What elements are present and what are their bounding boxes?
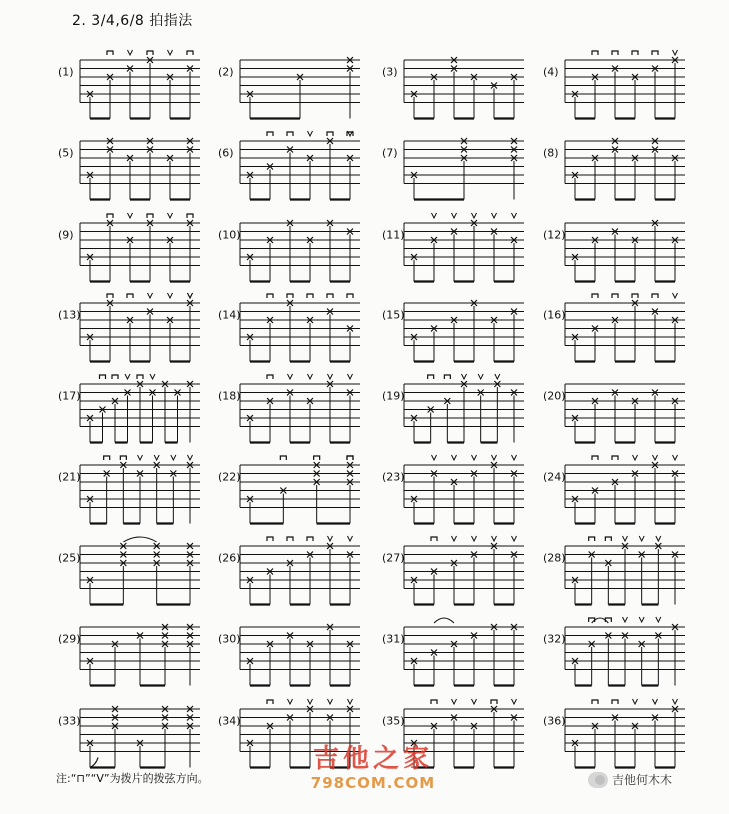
pattern-label: (32)	[543, 632, 566, 646]
pattern-label: (35)	[382, 714, 405, 728]
pattern-label: (27)	[382, 551, 405, 565]
upstroke-mark	[138, 455, 143, 460]
pattern-block	[58, 706, 200, 768]
pattern-block	[218, 57, 360, 119]
pattern-block	[218, 536, 360, 605]
pattern-label: (10)	[218, 228, 241, 242]
pattern-block	[58, 293, 200, 362]
downstroke-mark	[147, 51, 153, 55]
upstroke-mark	[328, 536, 333, 541]
upstroke-mark	[495, 374, 500, 379]
upstroke-mark	[639, 617, 644, 622]
downstroke-mark	[444, 375, 450, 379]
upstroke-mark	[348, 374, 353, 379]
pattern-block	[218, 374, 360, 443]
pattern-label: (21)	[58, 470, 81, 484]
downstroke-mark	[612, 51, 618, 55]
pattern-block	[218, 294, 360, 362]
downstroke-mark	[327, 294, 333, 298]
upstroke-mark	[633, 699, 638, 704]
pattern-label: (15)	[382, 308, 405, 322]
account-name: 吉他何木木	[612, 773, 673, 787]
wechat-icon	[588, 772, 608, 788]
downstroke-mark	[652, 294, 658, 298]
pattern-label: (2)	[218, 65, 234, 79]
upstroke-mark	[639, 536, 644, 541]
upstroke-mark	[673, 455, 678, 460]
downstroke-mark	[287, 537, 293, 541]
pattern-block	[543, 455, 685, 524]
upstroke-mark	[128, 213, 133, 218]
pattern-block	[382, 300, 524, 362]
upstroke-mark	[653, 455, 658, 460]
downstroke-mark	[287, 132, 293, 136]
upstroke-mark	[348, 699, 353, 704]
downstroke-mark	[267, 294, 273, 298]
pattern-label: (29)	[58, 632, 81, 646]
pattern-block	[58, 50, 200, 119]
pattern-label: (19)	[382, 389, 405, 403]
downstroke-mark	[592, 456, 598, 460]
downstroke-mark	[612, 456, 618, 460]
upstroke-mark	[452, 699, 457, 704]
downstroke-mark	[652, 51, 658, 55]
pattern-block	[218, 131, 360, 200]
pattern-block	[58, 537, 200, 605]
downstroke-mark	[612, 700, 618, 704]
pattern-block	[382, 213, 524, 282]
upstroke-mark	[150, 374, 155, 379]
upstroke-mark	[623, 617, 628, 622]
pattern-block	[543, 50, 685, 119]
tie-arc	[434, 618, 454, 623]
upstroke-mark	[452, 213, 457, 218]
pattern-block	[543, 220, 685, 282]
upstroke-mark	[168, 50, 173, 55]
downstroke-mark	[107, 214, 113, 218]
pattern-block	[382, 455, 524, 524]
downstroke-mark	[287, 294, 293, 298]
downstroke-mark	[120, 456, 126, 460]
pattern-block	[218, 456, 360, 524]
downstroke-mark	[307, 537, 313, 541]
pattern-block	[58, 455, 200, 524]
pattern-block	[58, 138, 200, 200]
upstroke-mark	[472, 213, 477, 218]
upstroke-mark	[432, 213, 437, 218]
pattern-label: (28)	[543, 551, 566, 565]
downstroke-mark	[347, 456, 353, 460]
upstroke-mark	[188, 293, 193, 298]
downstroke-mark	[347, 294, 353, 298]
pattern-label: (3)	[382, 65, 398, 79]
pattern-block	[543, 293, 685, 362]
upstroke-mark	[623, 536, 628, 541]
downstroke-mark	[137, 375, 143, 379]
upstroke-mark	[171, 455, 176, 460]
upstroke-mark	[673, 50, 678, 55]
upstroke-mark	[492, 455, 497, 460]
pattern-block	[382, 57, 524, 119]
pattern-label: (18)	[218, 389, 241, 403]
downstroke-mark	[632, 51, 638, 55]
downstroke-mark	[307, 294, 313, 298]
downstroke-mark	[592, 700, 598, 704]
upstroke-mark	[512, 699, 517, 704]
pattern-block	[58, 624, 200, 686]
upstroke-mark	[633, 455, 638, 460]
upstroke-mark	[168, 213, 173, 218]
pattern-label: (1)	[58, 65, 74, 79]
upstroke-mark	[472, 536, 477, 541]
watermark-url: 798COM.COM	[310, 774, 436, 792]
pattern-block	[382, 138, 524, 200]
upstroke-mark	[512, 536, 517, 541]
upstroke-mark	[478, 374, 483, 379]
downstroke-mark	[112, 375, 118, 379]
pattern-block	[543, 699, 685, 768]
upstroke-mark	[308, 374, 313, 379]
upstroke-mark	[512, 455, 517, 460]
downstroke-mark	[431, 537, 437, 541]
upstroke-mark	[154, 455, 159, 460]
downstroke-mark	[592, 51, 598, 55]
pattern-label: (30)	[218, 632, 241, 646]
upstroke-mark	[492, 536, 497, 541]
pattern-label: (34)	[218, 714, 241, 728]
downstroke-mark	[267, 132, 273, 136]
pattern-block	[543, 617, 685, 686]
downstroke-mark	[147, 214, 153, 218]
upstroke-mark	[512, 213, 517, 218]
pattern-label: (14)	[218, 308, 241, 322]
pattern-label: (22)	[218, 470, 241, 484]
downstroke-mark	[100, 375, 106, 379]
upstroke-mark	[656, 617, 661, 622]
pattern-label: (24)	[543, 470, 566, 484]
pattern-label: (33)	[58, 714, 81, 728]
upstroke-mark	[328, 374, 333, 379]
upstroke-mark	[348, 536, 353, 541]
upstroke-mark	[128, 50, 133, 55]
downstroke-mark	[267, 375, 273, 379]
pattern-label: (16)	[543, 308, 566, 322]
pattern-label: (20)	[543, 389, 566, 403]
downstroke-mark	[107, 294, 113, 298]
pattern-label: (26)	[218, 551, 241, 565]
note-flag	[90, 758, 98, 768]
downstroke-mark	[431, 700, 437, 704]
watermark-logo	[298, 744, 448, 806]
upstroke-mark	[288, 374, 293, 379]
upstroke-mark	[673, 699, 678, 704]
downstroke-mark	[267, 537, 273, 541]
downstroke-mark	[280, 456, 286, 460]
tie-arc	[123, 537, 156, 542]
downstroke-mark	[612, 294, 618, 298]
downstroke-mark	[314, 456, 320, 460]
pattern-label: (23)	[382, 470, 405, 484]
downstroke-mark	[107, 51, 113, 55]
pattern-block	[58, 213, 200, 282]
downstroke-mark	[127, 294, 133, 298]
upstroke-mark	[673, 293, 678, 298]
pattern-block	[382, 536, 524, 605]
downstroke-mark	[605, 537, 611, 541]
upstroke-mark	[308, 131, 313, 136]
downstroke-mark	[491, 700, 497, 704]
pattern-label: (5)	[58, 146, 74, 160]
upstroke-mark	[188, 455, 193, 460]
account-badge	[588, 771, 672, 788]
pattern-label: (6)	[218, 146, 234, 160]
upstroke-mark	[653, 699, 658, 704]
pattern-label: (12)	[543, 228, 566, 242]
upstroke-mark	[462, 374, 467, 379]
upstroke-mark	[492, 213, 497, 218]
upstroke-mark	[472, 699, 477, 704]
pattern-block	[543, 138, 685, 200]
pattern-block	[218, 624, 360, 686]
upstroke-mark	[288, 699, 293, 704]
pattern-block	[58, 374, 200, 443]
page-title: 2. 3/4,6/8 拍指法	[72, 13, 193, 29]
pattern-label: (17)	[58, 389, 81, 403]
pattern-block	[382, 374, 524, 443]
downstroke-mark	[187, 51, 193, 55]
upstroke-mark	[308, 699, 313, 704]
upstroke-mark	[168, 293, 173, 298]
upstroke-mark	[452, 536, 457, 541]
pattern-label: (8)	[543, 146, 559, 160]
upstroke-mark	[328, 699, 333, 704]
pattern-label: (9)	[58, 228, 74, 242]
pattern-label: (7)	[382, 146, 398, 160]
upstroke-mark	[432, 455, 437, 460]
pattern-label: (4)	[543, 65, 559, 79]
pattern-label: (13)	[58, 308, 81, 322]
upstroke-mark	[452, 455, 457, 460]
footnote: 注:“⊓”“V”为拨片的拨弦方向。	[56, 772, 209, 785]
pattern-block	[382, 618, 524, 686]
downstroke-mark	[267, 700, 273, 704]
downstroke-mark	[327, 132, 333, 136]
pattern-label: (36)	[543, 714, 566, 728]
pattern-label: (25)	[58, 551, 81, 565]
pattern-block	[543, 384, 685, 443]
upstroke-mark	[472, 455, 477, 460]
pattern-label: (31)	[382, 632, 405, 646]
downstroke-mark	[589, 537, 595, 541]
downstroke-mark	[187, 214, 193, 218]
upstroke-mark	[125, 374, 130, 379]
downstroke-mark	[104, 456, 110, 460]
downstroke-mark	[632, 294, 638, 298]
pattern-block	[543, 536, 685, 605]
pattern-block	[218, 220, 360, 282]
upstroke-mark	[656, 536, 661, 541]
watermark-name: 吉他之家	[312, 744, 433, 774]
downstroke-mark	[592, 294, 598, 298]
pattern-label: (11)	[382, 228, 405, 242]
downstroke-mark	[428, 375, 434, 379]
upstroke-mark	[148, 293, 153, 298]
